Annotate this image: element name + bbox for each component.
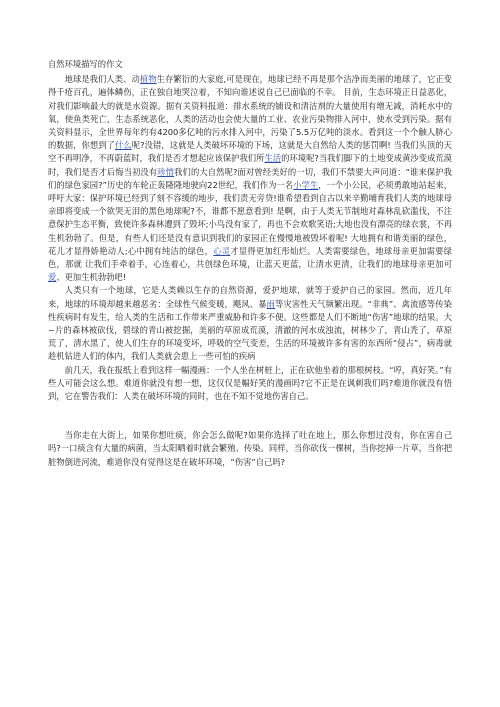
inline-link[interactable]: 雨 <box>266 298 276 309</box>
paragraph-text: 前几天，我在报纸上看到这样一幅漫画：一个人坐在树桩上，正在砍他坐着的那根树枝。“哼，真好笑。”有些人可能会这么想。难道你就没有想一想，这仅仅是幅好笑的漫画吗?它不正是在讽刺我们吗?难道你就没有悟到，它在警告我们：人类在破坏环境的同时，也在不知不觉地伤害自己。 <box>48 364 452 402</box>
inline-link[interactable]: 植物 <box>139 74 157 85</box>
paragraph-text: 我们的大自然呢?面对曾经美好的一切，我们不禁要大声问道：“谁来保护我们的绿色家园?”历史的车轮正轰隆隆地驶向22世纪，我们作为一名 <box>48 166 452 190</box>
essay-title: 自然环境描写的作文 <box>48 59 123 69</box>
paragraph-spacer <box>48 403 452 429</box>
paragraph-text: 的环境呢?当我们脚下的土地变成黄沙变成荒漠时，我们是否才后悔当初没有 <box>48 153 452 177</box>
essay-paragraph <box>48 364 452 404</box>
paragraph-text: ，一个小公民，必须勇敢地站起来，呼吁大家：保护环境已经到了刻不容缓的地步，我们责无旁贷!谁希望看到自古以来辛勤哺育我们人类的地球母亲即将变成一个欲哭无泪的黑色地球呢?不，谁都不愿意看到! 是啊，由于人类无节制地对森林乱砍滥伐，不注意保护生态平衡，致使许多森林遭到了毁坏;小鸟没有家了，再也不会欢歌笑语;大地也没有漂亮的绿衣裳，不再生机勃勃了。但是，有些人们还是没有意识到我们的家园正在慢慢地被毁坏着呢! 大地拥有和谐美丽的绿色，花儿才显得娇艳动人;心中拥有纯洁的绿色， <box>48 179 452 256</box>
inline-link[interactable]: 心灵 <box>213 245 231 256</box>
paragraph-text: 地球是我们人类、动 <box>64 74 140 85</box>
paragraph-text: 呢?没错，这就是人类破坏环境的下场，这就是大自然给人类的惩罚啊! 当我们头顶的天空不再明净，不再蔚蓝时，我们是否才想起应该保护我们所 <box>48 140 452 164</box>
essay-paragraph <box>48 73 452 284</box>
paragraph-text: 生存繁衍的大家庭,可是现在，地球已经不再是那个洁净而美丽的地球了，它正变得千疮百孔，遍体鳞伤，正在独自地哭泣着，不知向谁述说自己已面临的不幸。 目前，生态环境正日益恶化，对我们影响最大的就是水资源。据有关资料报道：排水系统的铺设和清洁剂的大量使用有增无减，消耗水中的氧，使鱼类死亡，生态系统恶化，人类的活动也会使大量的工业、农业污染物排入河中，使水受到污染。据有关资料显示，全世界每年约有4200多亿吨的污水排入河中，污染了5.5万亿吨的淡水。看到这一个个触人脐心的数据，你想到了 <box>48 74 452 151</box>
inline-link[interactable]: 爱 <box>48 272 57 283</box>
paragraph-text: 才显得更加红彤灿烂。人类需要绿色，地球母亲更加需要绿色，那就 让我们手牵着手，心连着心，共创绿色环境，让蓝天更蓝，让清水更清，让我们的地球母亲更加可 <box>48 245 452 270</box>
paragraph-text: 人类只有一个地球，它是人类赖以生存的自然资源，爱护地球，就等于爱护自己的家园。然而，近几年来，地球的环境却越来越恶劣：全球性气候变暖，飓风、暴 <box>48 285 452 309</box>
inline-link[interactable]: 什么 <box>114 140 132 151</box>
essay-body <box>48 58 452 469</box>
paragraph-text: 等灾害性天气频繁出现。“非典”、禽流感等传染性疾病时有发生，给人类的生活和工作带来严重威胁和许多不便。这些都是人们不断地“伤害”地球的结果。大~片的森林被砍伐，碧绿的青山被挖掘，美丽的草原成荒漠，清澈的河水成浊流，树林少了，青山秃了，草原荒了，清水黑了，使人们生存的环境变坏，呼吸的空气变差，生活的环境被许多有害的东西所“侵占”，病毒就趁机钻进人们的体内，我们人类就会患上一些可怕的疾病 <box>48 298 452 362</box>
paragraph-text: 当你走在大街上，如果你想吐痰，你会怎么做呢?如果你选择了吐在地上，那么你想过没有，你在害自己吗?一口痰含有大量的病菌，当太阳晒着时就会繁殖、传染。同样，当你砍伐一棵树，当你挖掉一片草，当你把脏物倒进河流，难道你没有觉得这是在破坏环境，“伤害”自己吗? <box>48 430 452 467</box>
inline-link[interactable]: 珍惜 <box>157 166 175 177</box>
paragraph-text: 、更加生机勃勃吧! <box>56 272 127 283</box>
essay-paragraph <box>48 284 452 363</box>
inline-link[interactable]: 小学生 <box>293 179 319 190</box>
essay-paragraph <box>48 429 452 469</box>
inline-link[interactable]: 生活 <box>264 153 282 164</box>
